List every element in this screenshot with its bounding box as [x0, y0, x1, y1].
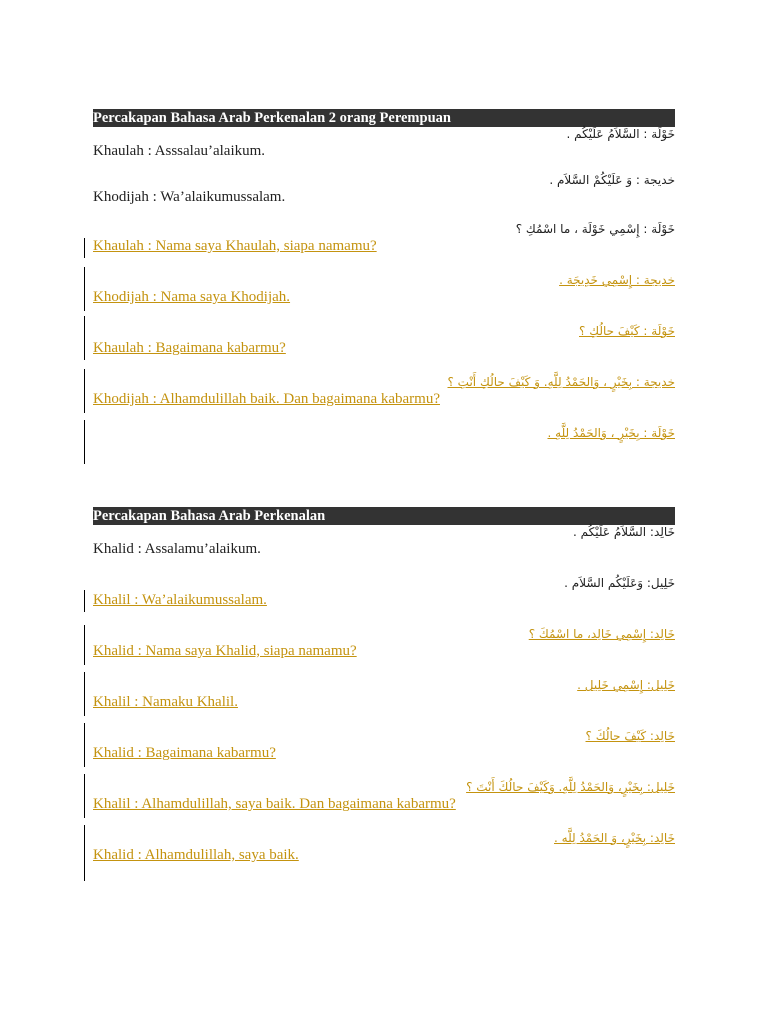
- arabic-line: خَوْلَة : كَيْفَ حالُكِ ؟: [579, 324, 675, 338]
- dialogue-entry: [93, 173, 675, 206]
- section-heading: Percakapan Bahasa Arab Perkenalan 2 orang Perempuan: [93, 109, 675, 127]
- change-bar: [84, 267, 85, 311]
- dialogue-entry: [93, 525, 675, 558]
- dialogue-entry: [93, 375, 675, 408]
- latin-line: Khalid : Alhamdulillah, saya baik.: [93, 847, 299, 863]
- dialogue-entry: [93, 831, 675, 864]
- arabic-line: خَلِيل: إِسْمِي خَلِيل .: [577, 678, 675, 692]
- change-bar: [84, 420, 85, 464]
- change-bar: [84, 590, 85, 612]
- arabic-line: خَالِد: السَّلاَمُ عَلَيْكُم .: [573, 525, 675, 539]
- arabic-line: خَالِد: إِسْمِي خَالِد، ما اسْمُكَ ؟: [528, 627, 675, 641]
- arabic-line: خَلِيل: وَعَلَيْكُم السَّلاَم .: [564, 576, 675, 590]
- dialogue-entry: [93, 222, 675, 255]
- latin-line: Khalid : Bagaimana kabarmu?: [93, 745, 276, 761]
- arabic-line: خَوْلَة : السَّلاَمُ عَلَيْكُم .: [566, 127, 675, 141]
- change-bar: [84, 723, 85, 767]
- change-bar: [84, 625, 85, 665]
- arabic-line: خديجة : إِسْمِي خَدِيجَة .: [559, 273, 675, 287]
- change-bar: [84, 316, 85, 360]
- arabic-line: خَوْلَة : إِسْمِي خَوْلَة ، ما اسْمُكِ ؟: [515, 222, 675, 236]
- dialogue-entry: [93, 729, 675, 762]
- arabic-line: خَالِد: بِخَيْرٍ، وَ الحَمْدُ لِلَّه .: [554, 831, 675, 845]
- latin-line: Khodijah : Nama saya Khodijah.: [93, 289, 291, 305]
- latin-line: Khodijah : Wa’alaikumussalam.: [93, 189, 286, 205]
- latin-line: Khodijah : Alhamdulillah baik. Dan bagaimana kabarmu?: [93, 391, 440, 407]
- dialogue-entry: [93, 273, 675, 306]
- section-heading: Percakapan Bahasa Arab Perkenalan: [93, 507, 675, 525]
- dialogue-entry: [93, 627, 675, 660]
- arabic-line: خَلِيل: بِخَيْرٍ، وَالحَمْدُ لِلَّهِ. وَكَيْفَ حالُكَ أَنْتَ ؟: [466, 780, 675, 794]
- dialogue-entry: [93, 576, 675, 609]
- change-bar: [84, 672, 85, 716]
- latin-line: Khalil : Namaku Khalil.: [93, 694, 238, 710]
- arabic-line: خَوْلَة : بِخَيْرٍ ، وَالحَمْدُ لِلَّهِ .: [547, 426, 675, 440]
- dialogue-section-2: [93, 507, 675, 864]
- dialogue-entry: [93, 780, 675, 813]
- change-bar: [84, 238, 85, 258]
- change-bar: [84, 774, 85, 818]
- latin-line: Khalid : Nama saya Khalid, siapa namamu?: [93, 643, 357, 659]
- latin-line: Khalil : Wa’alaikumussalam.: [93, 592, 267, 608]
- latin-line: Khalil : Alhamdulillah, saya baik. Dan bagaimana kabarmu?: [93, 796, 456, 812]
- arabic-line: خَالِد: كَيْفَ حالُكَ ؟: [585, 729, 675, 743]
- latin-line: Khaulah : Asssalau’alaikum.: [93, 143, 266, 159]
- latin-line: Khaulah : Bagaimana kabarmu?: [93, 340, 286, 356]
- dialogue-entry: [93, 127, 675, 160]
- dialogue-entry: [93, 324, 675, 357]
- dialogue-entry: [93, 426, 675, 441]
- dialogue-section-1: [93, 109, 675, 441]
- latin-line: Khaulah : Nama saya Khaulah, siapa namamu?: [93, 238, 377, 254]
- latin-line: Khalid : Assalamu’alaikum.: [93, 541, 261, 557]
- arabic-line: خديجة : وَ عَلَيْكُمْ السَّلاَم .: [549, 173, 675, 187]
- arabic-line: خديجة : بِخَيْرٍ ، وَالحَمْدُ لِلَّهِ. وَ كَيْفَ حالُكِ أَنْتِ ؟: [447, 375, 675, 389]
- change-bar: [84, 369, 85, 413]
- change-bar: [84, 825, 85, 881]
- dialogue-entry: [93, 678, 675, 711]
